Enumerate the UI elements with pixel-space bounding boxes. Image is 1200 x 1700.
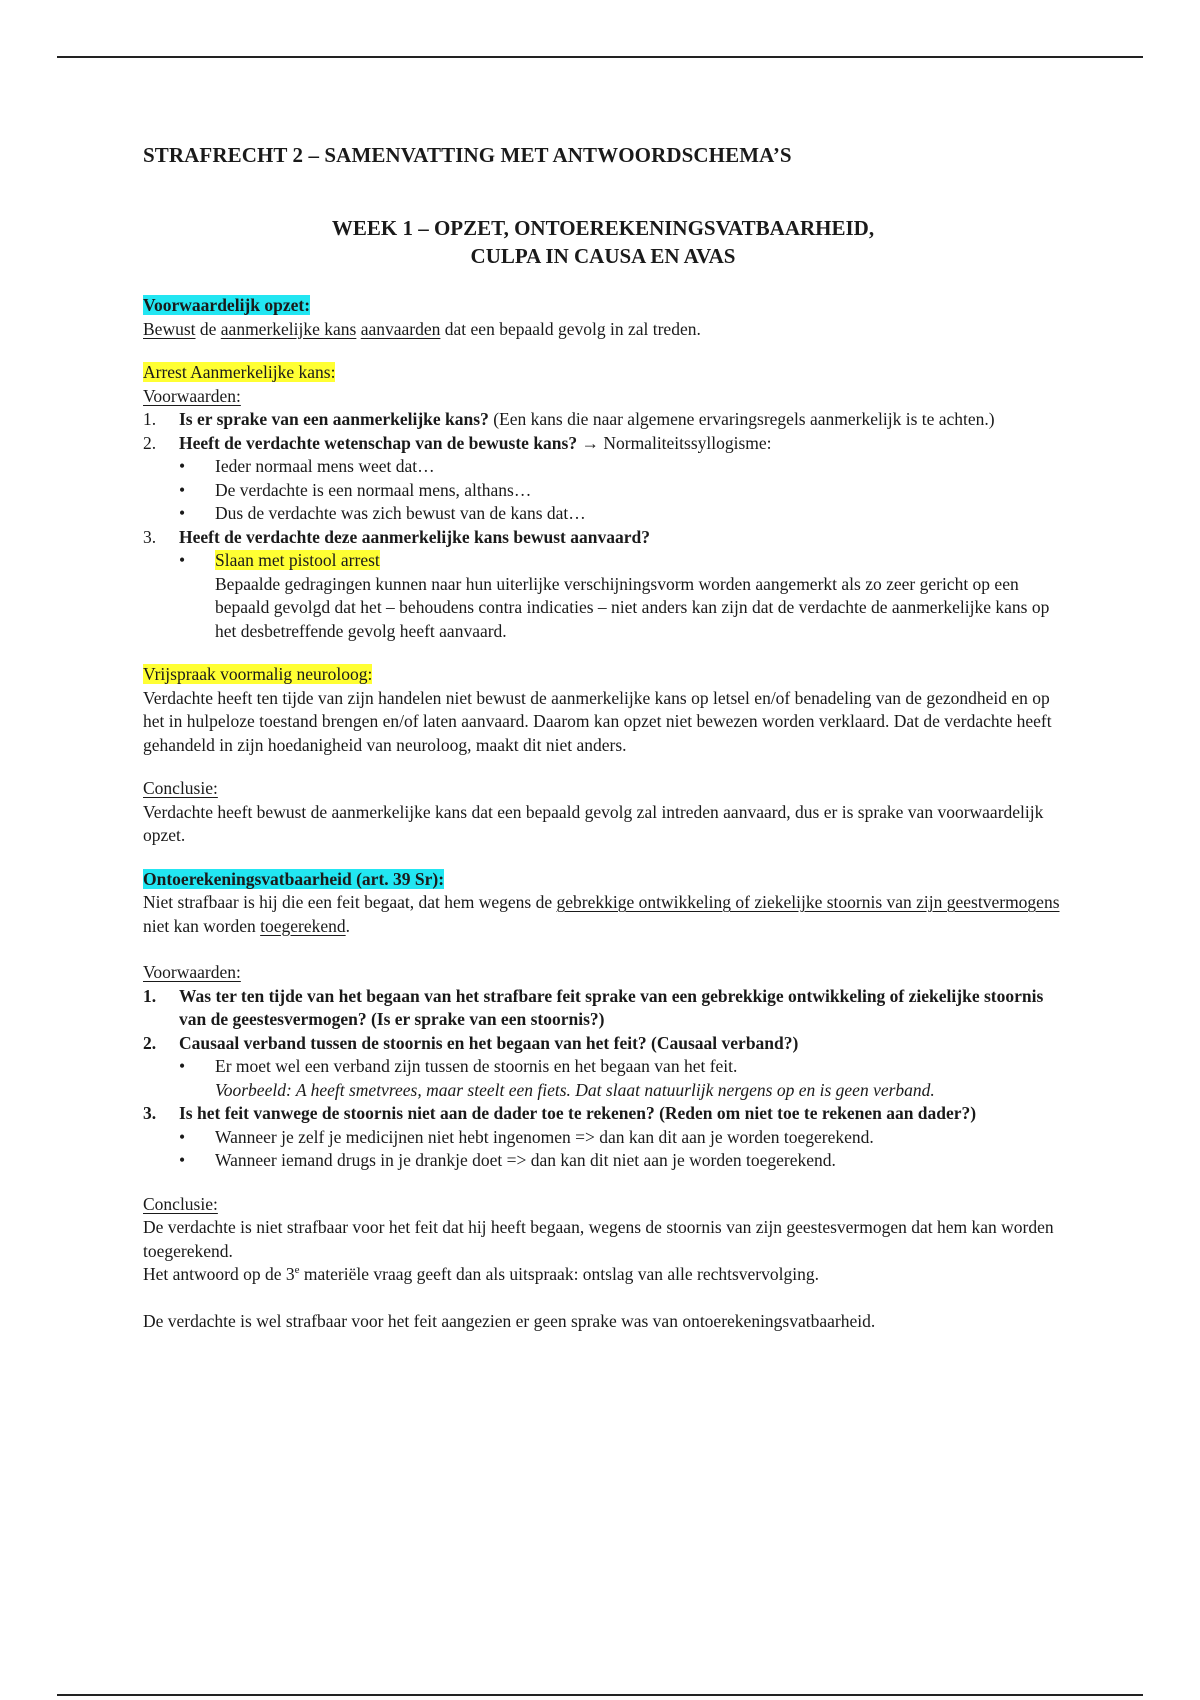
- list-item: [143, 1032, 1063, 1103]
- bullet-text: Dus de verdachte was zich bewust van de kans dat…: [215, 503, 586, 523]
- case-explanation: Bepaalde gedragingen kunnen naar hun uiterlijke verschijningsvorm worden aangemerkt als zo zeer gericht op een bepaald gevolgd dat het – behoudens contra indicaties – niet anders kan zijn dat de verdachte de aanmerkelijke kans op het desbetreffende gevolg heeft aanvaard.: [215, 573, 1050, 641]
- condition-explanation: (Een kans die naar algemene ervaringsregels aanmerkelijk is te achten.): [488, 409, 995, 429]
- superscript: e: [294, 1264, 300, 1277]
- condition-question: Was ter ten tijde van het begaan van het strafbare feit sprake van een gebrekkige ontwikkeling of ziekelijke stoornis van de geestesvermogen? (Is er sprake van een stoornis?): [179, 985, 1044, 1029]
- list-item: [179, 1055, 1063, 1102]
- conclusie-text-3: De verdachte is wel strafbaar voor het feit aangezien er geen sprake was van ontoerekeningsvatbaarheid.: [143, 1310, 876, 1331]
- toerekening-list: [179, 1126, 1063, 1173]
- condition-question: Heeft de verdachte deze aanmerkelijke kans bewust aanvaard?: [179, 526, 650, 547]
- list-item: [179, 455, 1063, 479]
- section-vrijspraak: [143, 663, 1063, 757]
- bullet-icon: •: [179, 503, 186, 523]
- voorwaarden-label: Voorwaarden:: [143, 962, 241, 982]
- condition-question: Is er sprake van een aanmerkelijke kans?: [179, 409, 489, 429]
- section-heading-voorwaardelijk-opzet: Voorwaardelijk opzet:: [143, 295, 311, 315]
- conclusie-text-part: materiële vraag geeft dan als uitspraak: ontslag van alle rechtsvervolging.: [299, 1264, 819, 1284]
- bullet-icon: •: [179, 1056, 186, 1076]
- def-text: .: [345, 915, 351, 936]
- bullet-text: Wanneer je zelf je medicijnen niet hebt ingenomen => dan kan dit aan je worden toegerekend.: [215, 1126, 874, 1147]
- list-item: [143, 1102, 1063, 1173]
- list-number: 2.: [143, 1032, 157, 1053]
- condition-question: Causaal verband tussen de stoornis en het begaan van het feit? (Causaal verband?): [179, 1032, 799, 1053]
- list-item: [143, 526, 1063, 644]
- list-item: [143, 985, 1063, 1032]
- list-item: [179, 549, 1063, 643]
- def-text: de: [195, 318, 221, 339]
- ontoerekening-conditions-list: [143, 985, 1063, 1173]
- bullet-text: Wanneer iemand drugs in je drankje doet => dan kan dit niet aan je worden toegerekend.: [215, 1150, 836, 1170]
- condition-question: Heeft de verdachte wetenschap van de bewuste kans?: [179, 432, 578, 453]
- section-conclusie-1: [143, 777, 1063, 848]
- conclusie-text-part: Het antwoord op de 3: [143, 1264, 295, 1284]
- section-heading-vrijspraak: Vrijspraak voormalig neuroloog:: [143, 664, 373, 684]
- term-aanvaarden: aanvaarden: [360, 318, 441, 339]
- bullet-icon: •: [179, 550, 186, 570]
- list-number: 1.: [143, 985, 157, 1006]
- pistool-list: [179, 549, 1063, 643]
- list-number: 2.: [143, 432, 157, 453]
- section-heading-ontoerekeningsvatbaarheid: Ontoerekeningsvatbaarheid (art. 39 Sr):: [143, 868, 445, 889]
- definition-ontoerekeningsvatbaarheid: [143, 891, 1063, 938]
- list-item: [143, 408, 1063, 432]
- document-title: STRAFRECHT 2 – SAMENVATTING MET ANTWOORDSCHEMA’S: [143, 143, 792, 167]
- bullet-text: Er moet wel een verband zijn tussen de stoornis en het begaan van het feit.: [215, 1056, 738, 1076]
- document-body: [143, 140, 1063, 1333]
- arrest-conditions-list: [143, 408, 1063, 643]
- list-item: [179, 502, 1063, 526]
- voorwaarden-label: Voorwaarden:: [143, 385, 241, 406]
- term-bewust: Bewust: [143, 318, 196, 339]
- list-number: 1.: [143, 409, 157, 429]
- case-name-highlight: Slaan met pistool arrest: [215, 550, 380, 570]
- week-title: [143, 214, 1063, 270]
- def-text: Niet strafbaar is hij die een feit begaat, dat hem wegens de: [143, 892, 557, 912]
- syllogism-list: [179, 455, 1063, 526]
- section-heading-arrest: Arrest Aanmerkelijke kans:: [143, 362, 336, 382]
- week-title-line-2: CULPA IN CAUSA EN AVAS: [470, 244, 736, 268]
- bullet-icon: •: [179, 456, 186, 476]
- bullet-icon: •: [179, 479, 186, 500]
- section-voorwaardelijk-opzet: [143, 294, 1063, 341]
- term-stoornis: gebrekkige ontwikkeling of ziekelijke stoornis van zijn geestvermogens: [556, 892, 1060, 912]
- condition-question: Is het feit vanwege de stoornis niet aan de dader toe te rekenen? (Reden om niet toe te rekenen aan dader?): [179, 1103, 977, 1123]
- conclusie-label: Conclusie:: [143, 778, 218, 798]
- arrow-right-icon: →: [577, 432, 604, 453]
- def-text: niet kan worden: [143, 915, 261, 936]
- def-text: dat een bepaald gevolg in zal treden.: [440, 318, 701, 339]
- list-number: 3.: [143, 1103, 157, 1123]
- term-aanmerkelijke-kans: aanmerkelijke kans: [220, 318, 357, 339]
- page-top-rule: [57, 56, 1143, 58]
- condition-explanation: Normaliteitssyllogisme:: [603, 432, 772, 453]
- causaal-list: [179, 1055, 1063, 1102]
- section-arrest-aanmerkelijke-kans: [143, 361, 1063, 643]
- example-text: Voorbeeld: A heeft smetvrees, maar steelt een fiets. Dat slaat natuurlijk nergens op en is geen verband.: [215, 1079, 935, 1100]
- bullet-text: Ieder normaal mens weet dat…: [215, 456, 435, 476]
- list-number: 3.: [143, 526, 157, 547]
- vrijspraak-text: Verdachte heeft ten tijde van zijn handelen niet bewust de aanmerkelijke kans op letsel en/of benadeling van de gezondheid en op het in hulpeloze toestand brengen en/of laten aanvaard. Daarom kan opzet niet bewezen worden verklaard. Dat de verdachte heeft gehandeld in zijn hoedanigheid van neuroloog, maakt dit niet anders.: [143, 687, 1052, 755]
- conclusie-text: Verdachte heeft bewust de aanmerkelijke kans dat een bepaald gevolg zal intreden aanvaard, dus er is sprake van voorwaardelijk opzet.: [143, 801, 1044, 845]
- conclusie-text-1: De verdachte is niet strafbaar voor het feit dat hij heeft begaan, wegens de stoornis van zijn geestesvermogen dat hem kan worden toegerekend.: [143, 1217, 1054, 1261]
- list-item: [179, 479, 1063, 503]
- definition-voorwaardelijk-opzet: [143, 318, 1063, 342]
- term-toegerekend: toegerekend: [260, 915, 346, 936]
- conclusie-text-2: [143, 1263, 1063, 1287]
- bullet-icon: •: [179, 1126, 186, 1147]
- page-bottom-rule: [57, 1694, 1143, 1696]
- list-item: [179, 1149, 1063, 1173]
- week-title-line-1: WEEK 1 – OPZET, ONTOEREKENINGSVATBAARHEID,: [331, 216, 875, 240]
- bullet-icon: •: [179, 1150, 186, 1170]
- list-item: [143, 432, 1063, 526]
- conclusie-label: Conclusie:: [143, 1193, 218, 1214]
- list-item: [179, 1126, 1063, 1150]
- section-conclusie-2: [143, 1193, 1063, 1334]
- section-ontoerekeningsvatbaarheid: [143, 868, 1063, 1173]
- bullet-text: De verdachte is een normaal mens, althans…: [215, 479, 532, 500]
